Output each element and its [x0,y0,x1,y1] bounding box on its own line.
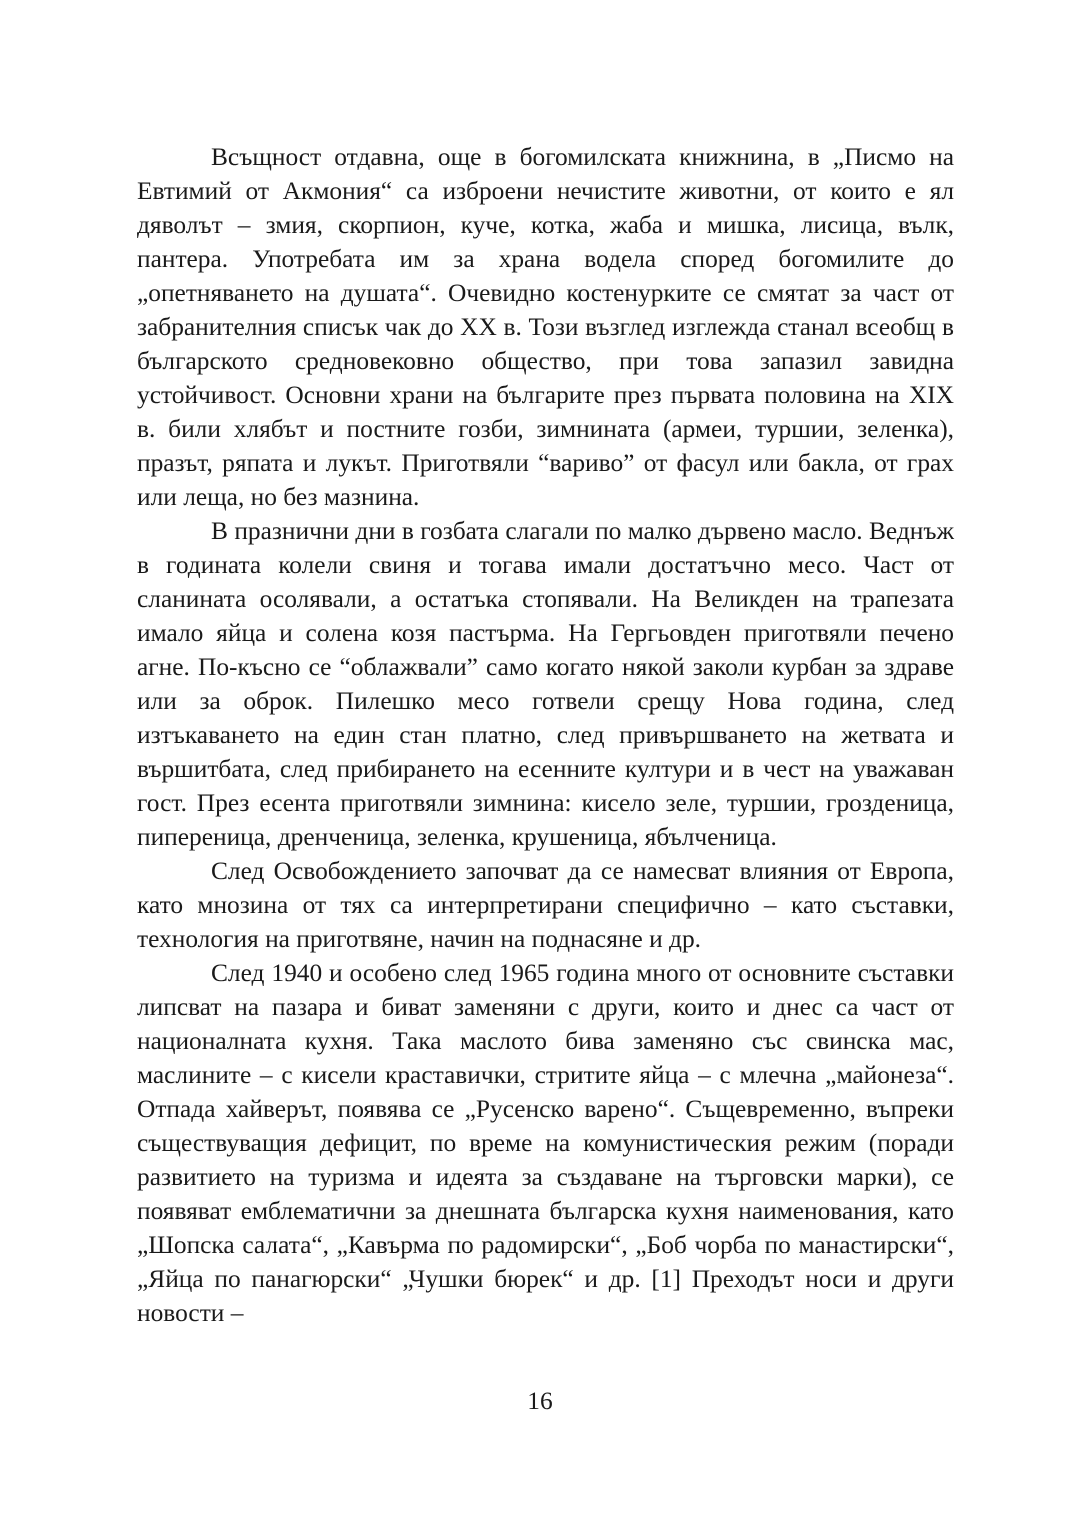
paragraph-bogomil-book: Всъщност отдавна, още в богомилската книжнина, в „Писмо на Евтимий от Акмония“ са изброени нечистите животни, от които е ял дяволът – змия, скорпион, куче, котка, жаба и мишка, лисица, вълк, пантера. Употребата им за храна водела според богомилите до „опетняването на душата“. Очевидно костенурките се смятат за част от забранителния списък чак до XX в. Този възглед изглежда станал всеобщ в българското средновековно общество, при това запазил завидна устойчивост. Основни храни на българите през първата половина на XIX в. били хлябът и постните гозби, зимнината (армеи, туршии, зеленка), празът, ряпата и лукът. Приготвяли “вариво” от фасул или бакла, от грах или леща, но без мазнина. [137,143,954,511]
page-body [137,140,954,1330]
page-number: 16 [527,1387,553,1415]
paragraph-holiday-food: В празнични дни в гозбата слагали по малко дървено масло. Веднъж в годината колели свиня и тогава имали достатъчно месо. Част от сланината осолявали, а остатъка стопявали. На Великден на трапезата имало яйца и солена козя пастърма. На Гергьовден приготвяли печено агне. По-късно се “облажвали” само когато някой заколи курбан за здраве или за оброк. Пилешко месо готвели срещу Нова година, след изтъкаването на един стан платно, след привършването на жетвата и вършитбата, след прибирането на есенните култури и в чест на уважаван гост. През есента приготвяли зимнина: кисело зеле, туршии, грозденица, пипереница, дренченица, зеленка, крушеница, ябълченица. [137,517,954,851]
paragraph-socialist-cuisine: След 1940 и особено след 1965 година много от основните съставки липсват на пазара и биват заменяни с други, които и днес са част от националната кухня. Така маслото бива заменяно със свинска мас, маслините – с кисели краставички, стритите яйца – с млечна „майонеза“. Отпада хайверът, появява се „Русенско варено“. Същевременно, въпреки съществуващия дефицит, по време на комунистическия режим (поради развитието на туризма и идеята за създаване на търговски марки), се появяват емблематични за днешната българска кухня наименования, като „Шопска салата“, „Кавърма по радомирски“, „Боб чорба по манастирски“, „Яйца по панагюрски“ „Чушки бюрек“ и др. [1] Преходът носи и други новости – [137,959,954,1327]
paragraph-liberation-influence: След Освобождението започват да се намесват влияния от Европа, като мнозина от тях са интерпретирани специфично – като съставки, технология на приготвяне, начин на поднасяне и др. [137,857,954,953]
